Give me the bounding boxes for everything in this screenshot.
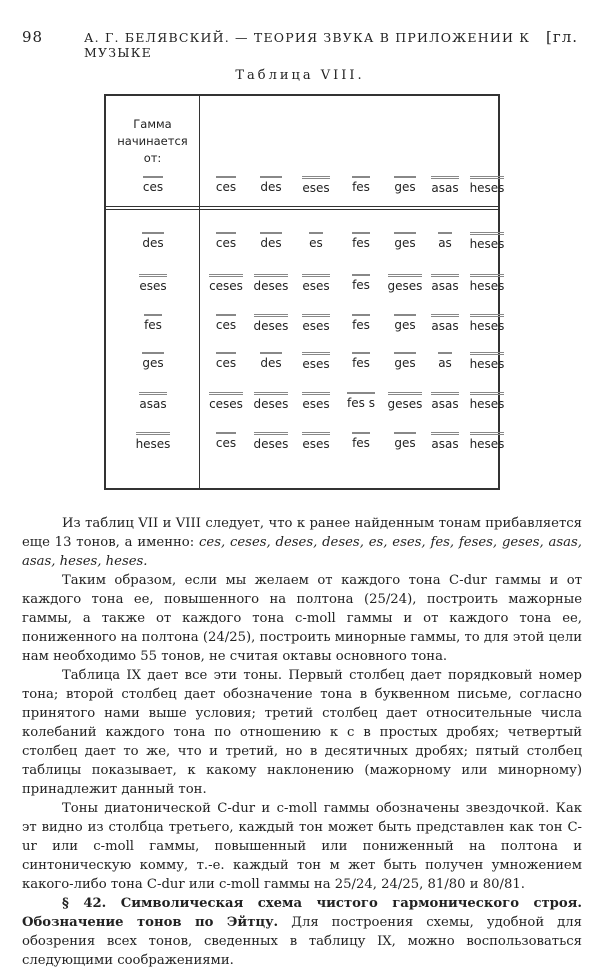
note-label: fes — [352, 432, 370, 450]
paragraph-2: Таким образом, если мы желаем от каждого тона C-dur гаммы и от каждого тона ее, повышенного на полтона (25/24), построить мажорные гаммы, а также от каждого тона c-moll гаммы и от каждого тона ее, пониженного на полтона (24/25), построить минорные гаммы, то для этой цели нам необходимо 55 тонов, не считая октавы основного тона. — [22, 573, 582, 664]
paragraph-1: Из таблиц VII и VIII следует, что к ранее найденным тонам прибавляется еще 13 тонов, а именно: ces, ceses, deses, deses, es, eses, fes, feses, geses, asas, asas, heses, heses. — [22, 516, 582, 569]
note-label: eses — [139, 274, 166, 293]
table-note-cell — [201, 176, 251, 194]
page-header — [22, 28, 578, 60]
note-label: ces — [143, 176, 163, 194]
note-label: eses — [302, 314, 329, 333]
note-label: ces — [216, 314, 236, 332]
table-note-cell — [291, 232, 341, 250]
table-caption: Таблица VIII. — [235, 68, 365, 83]
table-note-cell — [201, 352, 251, 370]
table-row-divider — [106, 206, 498, 210]
row-start-note — [128, 392, 178, 411]
note-label: ces — [216, 176, 236, 194]
body-text — [22, 514, 582, 970]
note-label: ges — [394, 314, 415, 332]
note-label: fes — [352, 176, 370, 194]
table-note-cell — [336, 176, 386, 194]
table-note-cell — [201, 232, 251, 250]
table-note-cell — [336, 352, 386, 370]
note-label: asas — [431, 314, 458, 333]
table-note-cell — [336, 314, 386, 332]
note-label: fes — [352, 274, 370, 292]
note-label: ceses — [209, 274, 243, 293]
table-note-cell — [246, 432, 296, 451]
note-label: asas — [431, 274, 458, 293]
note-label: deses — [254, 392, 289, 411]
note-label: des — [260, 352, 281, 370]
note-label: fes — [352, 232, 370, 250]
note-label: heses — [470, 432, 505, 451]
note-label: eses — [302, 432, 329, 451]
table-note-cell — [246, 392, 296, 411]
table-note-cell — [336, 392, 386, 410]
row-start-note — [128, 352, 178, 370]
note-label: des — [260, 232, 281, 250]
note-label: geses — [388, 392, 423, 411]
note-label: fes — [352, 314, 370, 332]
note-label: heses — [470, 232, 505, 251]
paragraph-5: § 42. Символическая схема чистого гармонического строя. Обозначение тонов по Эйтцу. Для построения схемы, удобной для обозрения всех тонов, сведенных в таблицу IX, можно воспользоваться следующими соображениями. — [22, 896, 582, 968]
running-title: А. Г. БЕЛЯВСКИЙ. — ТЕОРИЯ ЗВУКА В ПРИЛОЖЕНИИ К МУЗЫКЕ — [84, 30, 531, 60]
note-label: asas — [431, 176, 458, 195]
note-label: as — [438, 232, 452, 250]
note-label: eses — [302, 274, 329, 293]
row-start-note — [128, 274, 178, 293]
row-start-note — [128, 232, 178, 250]
chapter-mark: [гл. — [545, 28, 578, 46]
table-note-cell — [291, 352, 341, 371]
note-label: geses — [388, 274, 423, 293]
section-heading: § 42. Символическая схема чистого гармонического строя. Обозначение тонов по Эйтцу. — [22, 896, 582, 930]
note-label: ges — [142, 352, 163, 370]
table-note-cell — [462, 176, 512, 195]
table-note-cell — [462, 392, 512, 411]
table-note-cell — [291, 274, 341, 293]
table-note-cell — [246, 176, 296, 194]
note-label: asas — [431, 432, 458, 451]
table-note-cell — [462, 352, 512, 371]
note-label: deses — [254, 274, 289, 293]
note-label: heses — [470, 176, 505, 195]
note-label: ges — [394, 352, 415, 370]
note-label: fes — [144, 314, 162, 332]
row-start-note — [128, 432, 178, 451]
note-label: des — [142, 232, 163, 250]
note-label: eses — [302, 352, 329, 371]
table-note-cell — [246, 232, 296, 250]
note-label: ces — [216, 232, 236, 250]
note-label: asas — [139, 392, 166, 411]
note-label: eses — [302, 392, 329, 411]
table-note-cell — [201, 392, 251, 411]
table-note-cell — [246, 352, 296, 370]
note-label: heses — [470, 274, 505, 293]
table-note-cell — [246, 314, 296, 333]
note-label: fes s — [347, 392, 375, 410]
note-label: ges — [394, 232, 415, 250]
table-note-cell — [201, 432, 251, 450]
note-label: heses — [136, 432, 171, 451]
note-label: es — [309, 232, 323, 250]
table-viii — [104, 94, 505, 490]
table-note-cell — [462, 314, 512, 333]
table-note-cell — [291, 392, 341, 411]
note-label: heses — [470, 392, 505, 411]
table-column-divider — [199, 96, 200, 488]
note-label: ges — [394, 432, 415, 450]
note-label: asas — [431, 392, 458, 411]
row-start-note — [128, 314, 178, 332]
note-label: ces — [216, 352, 236, 370]
note-label: eses — [302, 176, 329, 195]
table-note-cell — [291, 176, 341, 195]
table-note-cell — [462, 232, 512, 251]
note-label: ces — [216, 432, 236, 450]
paragraph-3: Таблица IX дает все эти тоны. Первый столбец дает порядковый номер тона; второй столбец дает обозначение тона в буквенном письме, согласно принятого нами выше условия; третий столбец дает относительные числа колебаний каждого тона по отношению к c в простых дробях; четвертый столбец дает то же, что и третий, но в десятичных дробях; пятый столбец таблицы показывает, к какому наклонению (мажорному или минорному) принадлежит данный тон. — [22, 668, 582, 797]
note-label: deses — [254, 314, 289, 333]
table-note-cell — [246, 274, 296, 293]
table-note-cell — [462, 274, 512, 293]
note-label: as — [438, 352, 452, 370]
table-note-cell — [201, 314, 251, 332]
note-label: heses — [470, 314, 505, 333]
paragraph-4: Тоны диатонической C-dur и c-moll гаммы обозначены звездочкой. Как эт видно из столбца третьего, каждый тон может быть представлен как тон C-ur или c-moll гаммы, повышенный или пониженный на полтона и синтоническую комму, т.-е. каждый тон м жет быть получен умножением какого-либо тона C-dur или c-moll гаммы на 25/24, 24/25, 81/80 и 80/81. — [22, 801, 582, 892]
table-note-cell — [201, 274, 251, 293]
note-label: ceses — [209, 392, 243, 411]
table-note-cell — [462, 432, 512, 451]
note-label: ges — [394, 176, 415, 194]
row-start-note — [128, 176, 178, 194]
note-label: deses — [254, 432, 289, 451]
table-note-cell — [336, 432, 386, 450]
note-label: fes — [352, 352, 370, 370]
page-number: 98 — [22, 28, 44, 46]
table-note-cell — [291, 314, 341, 333]
table-note-cell — [336, 232, 386, 250]
table-head-title: Гамма начинается от: — [117, 117, 188, 165]
tone-list: ces, ceses, deses, deses, es, eses, fes, feses, geses, asas, asas, heses, heses. — [22, 535, 582, 569]
note-label: des — [260, 176, 281, 194]
table-note-cell — [291, 432, 341, 451]
table-note-cell — [336, 274, 386, 292]
note-label: heses — [470, 352, 505, 371]
